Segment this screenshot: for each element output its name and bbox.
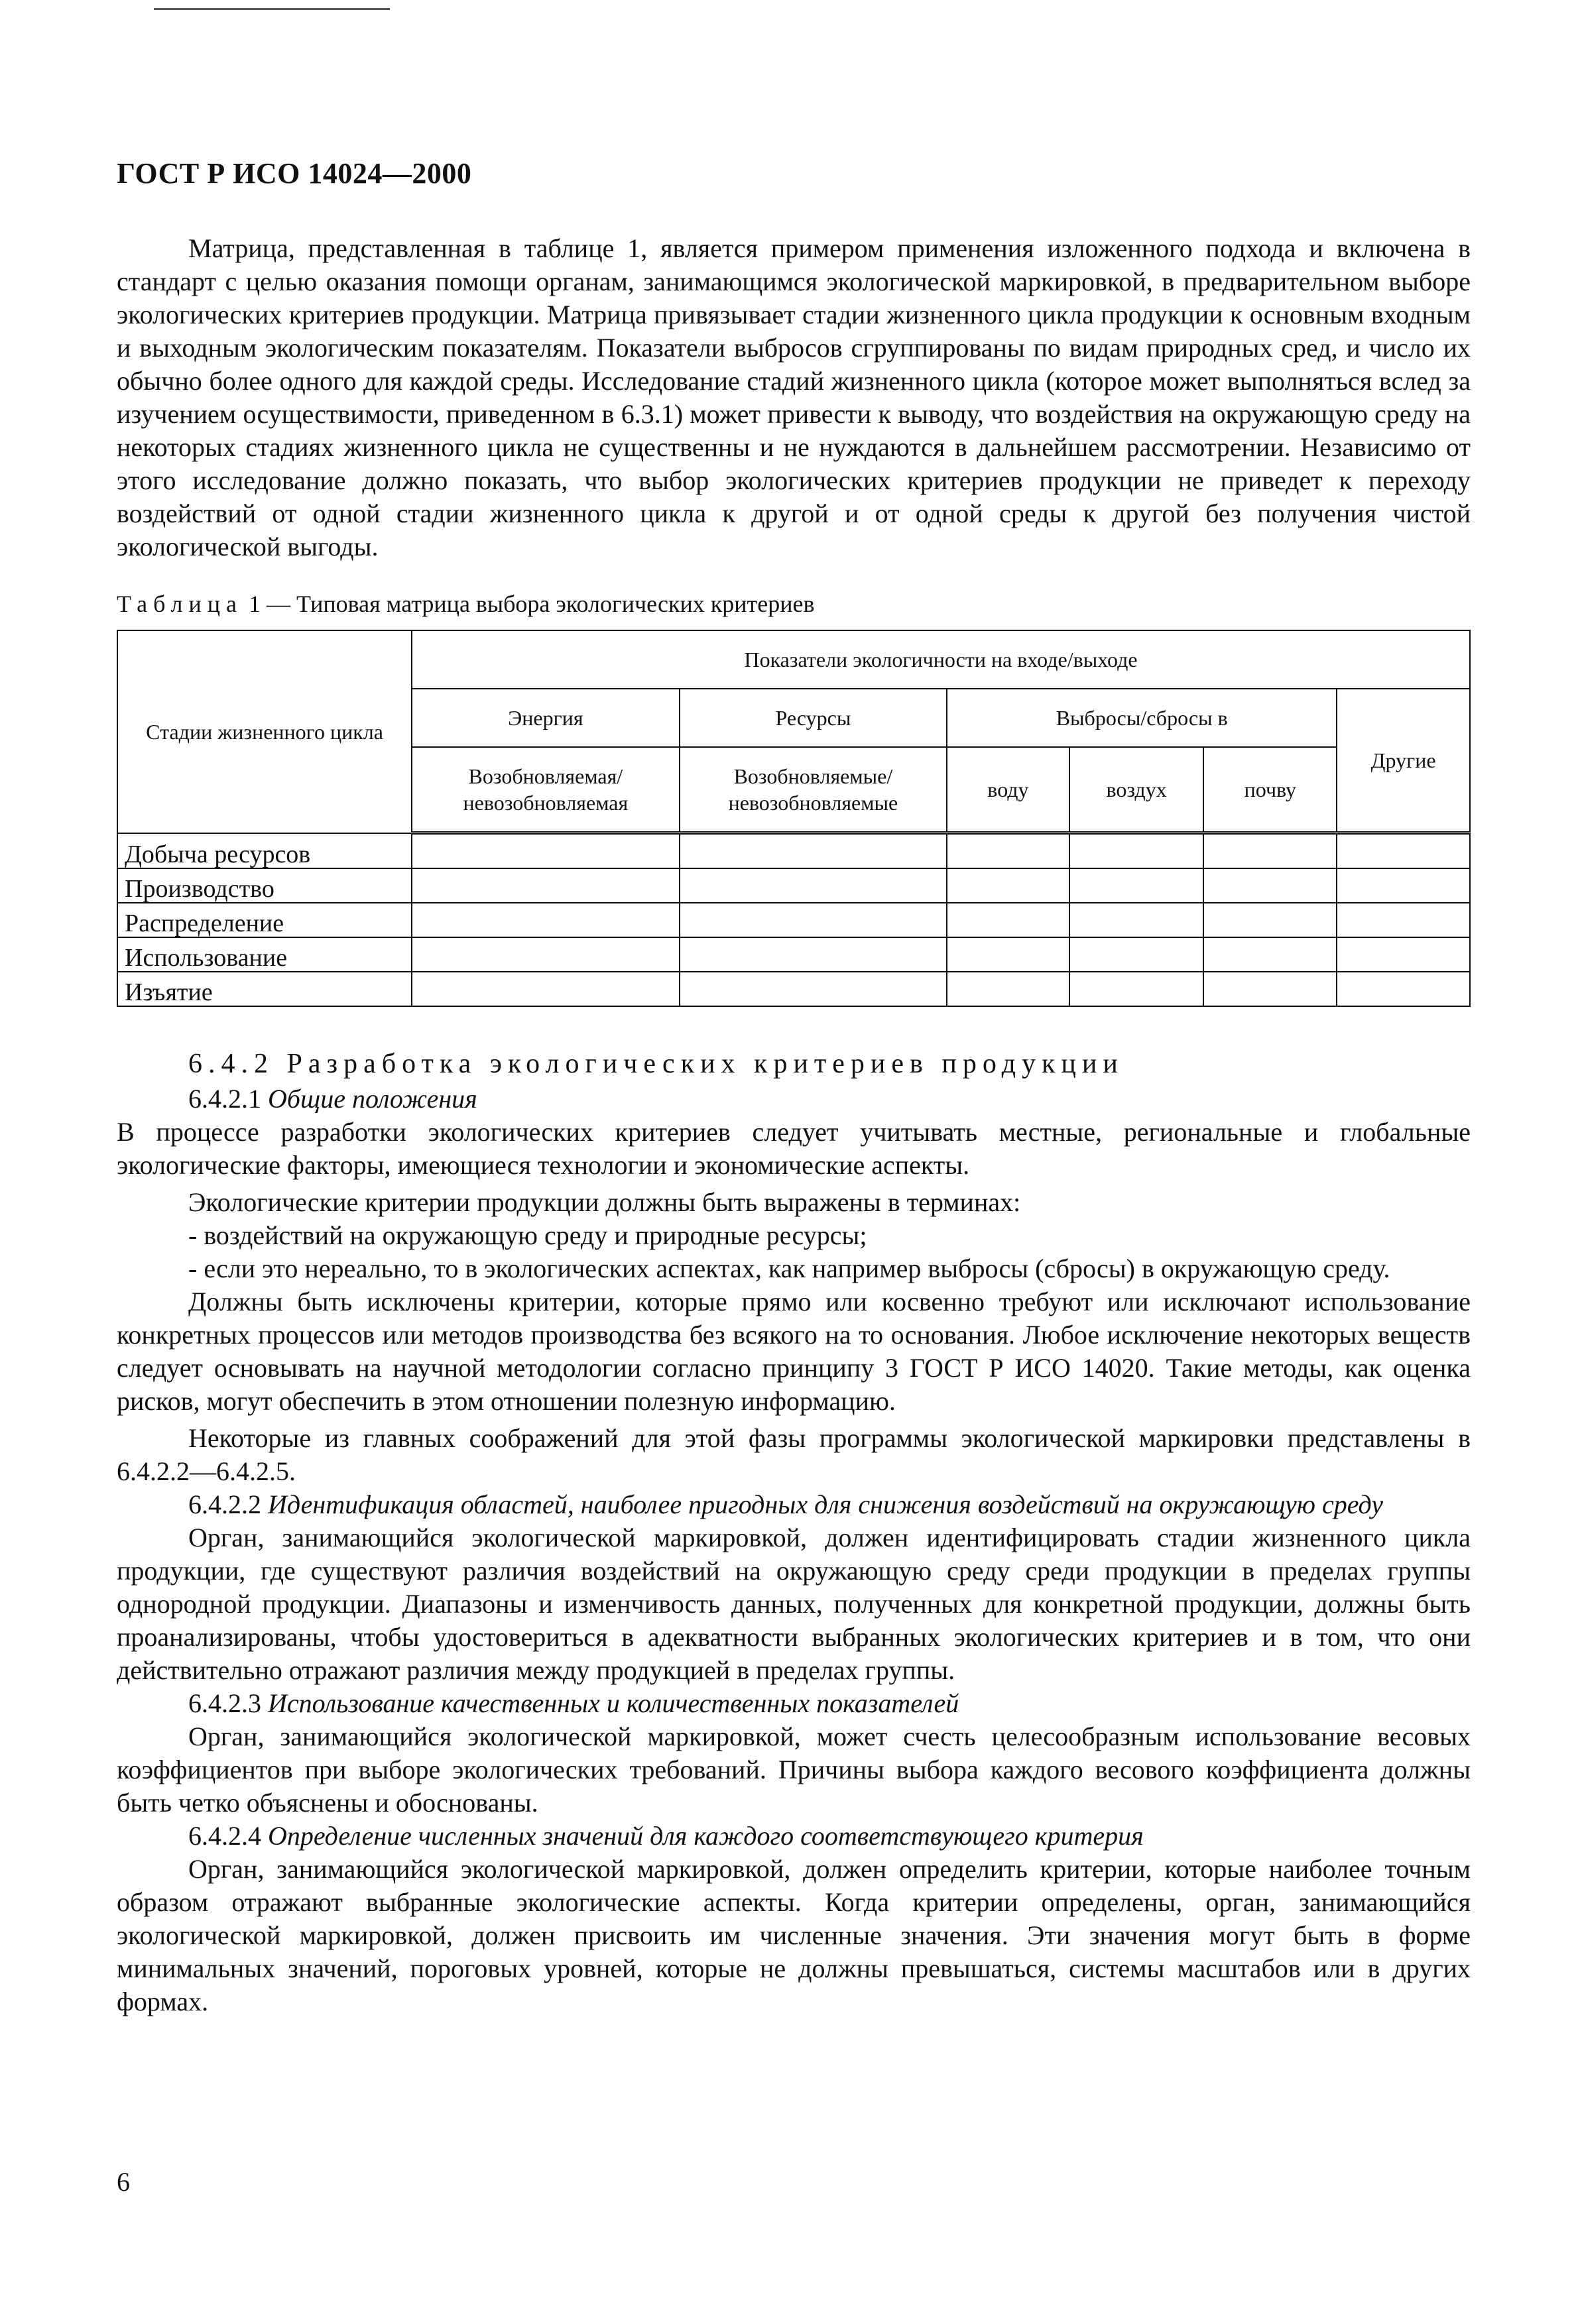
cell	[947, 937, 1069, 972]
paragraph: Орган, занимающийся экологической маркировкой, может счесть целесообразным использование весовых коэффициентов при выборе экологических требований. Причины выбора каждого весового коэффициента должны быть четко объяснены и обоснованы.	[117, 1721, 1471, 1818]
stage-cell: Добыча ресурсов	[117, 833, 412, 869]
subsection-number: 6.4.2.1	[188, 1084, 268, 1114]
cell	[680, 937, 947, 972]
cell	[412, 972, 680, 1006]
table-row	[117, 868, 1470, 903]
paragraph: В процессе разработки экологических критериев следует учитывать местные, региональные и глобальные экологические факторы, имеющиеся технологии и экономические аспекты.	[117, 1117, 1471, 1180]
cell	[680, 903, 947, 937]
paragraph: Экологические критерии продукции должны быть выражены в терминах:	[188, 1187, 1021, 1217]
criteria-matrix-table	[117, 630, 1471, 1007]
cell	[1069, 833, 1204, 869]
energy-header: Энергия	[412, 689, 680, 747]
subsection-title: Использование качественных и количественных показателей	[268, 1688, 959, 1718]
subsection-title: Общие положения	[268, 1084, 477, 1114]
cell	[680, 972, 947, 1006]
list-item: - если это нереально, то в экологических аспектах, как например выбросы (сбросы) в окружающую среду.	[188, 1253, 1390, 1283]
table-caption-label: Таблица	[117, 591, 243, 617]
cell	[1203, 868, 1337, 903]
cell	[947, 833, 1069, 869]
other-header: Другие	[1337, 689, 1470, 833]
page-content	[117, 232, 1471, 2018]
table-caption	[117, 590, 1471, 618]
cell	[1337, 972, 1470, 1006]
cell	[947, 903, 1069, 937]
stage-cell: Использование	[117, 937, 412, 972]
subsection-6-4-2-2	[117, 1488, 1471, 1521]
page-header: ГОСТ Р ИСО 14024—2000	[117, 157, 472, 190]
subsection-6-4-2-4	[117, 1820, 1471, 1853]
stage-cell: Производство	[117, 868, 412, 903]
subsection-number: 6.4.2.4	[188, 1821, 268, 1851]
subsection-title: Идентификация областей, наиболее пригодных для снижения воздействий на окружающую среду	[268, 1489, 1383, 1519]
cell	[412, 868, 680, 903]
cell	[412, 833, 680, 869]
page-number: 6	[117, 2167, 130, 2197]
paragraph: Должны быть исключены критерии, которые прямо или косвенно требуют или исключают использование конкретных процессов или методов производства без всякого на то основания. Любое исключение некоторых веществ следует основывать на научной методологии согласно принципу 3 ГОСТ Р ИСО 14020. Такие методы, как оценка рисков, могут обеспечить в этом отношении полезную информацию.	[117, 1287, 1471, 1416]
cell	[1069, 868, 1204, 903]
soil-header: почву	[1203, 747, 1337, 833]
energy-subheader: Возобновляемая/ невозобновляемая	[412, 747, 680, 833]
paragraph: Орган, занимающийся экологической маркировкой, должен идентифицировать стадии жизненного цикла продукции, где существуют различия воздействий на окружающую среду среди продукции в пределах группы однородной продукции. Диапазоны и изменчивость данных, полученных для конкретной продукции, должны быть проанализированы, чтобы удостовериться в адекватности выбранных экологических критериев и в том, что они действительно отражают различия между продукцией в пределах группы.	[117, 1523, 1471, 1685]
cell	[1203, 903, 1337, 937]
cell	[1203, 833, 1337, 869]
cell	[680, 868, 947, 903]
cell	[680, 833, 947, 869]
stage-header: Стадии жизненного цикла	[117, 630, 412, 833]
paragraph: Орган, занимающийся экологической маркировкой, должен определить критерии, которые наиболее точным образом отражают выбранные экологические аспекты. Когда критерии определены, орган, занимающийся экологической маркировкой, должен присвоить им численные значения. Эти значения могут быть в форме минимальных значений, пороговых уровней, которые не должны превышаться, системы масштабов или в других формах.	[117, 1854, 1471, 2016]
cell	[1069, 903, 1204, 937]
section-heading-6-4-2: 6.4.2 Разработка экологических критериев продукции	[188, 1049, 1124, 1079]
group-header: Показатели экологичности на входе/выходе	[412, 630, 1470, 689]
subsection-number: 6.4.2.2	[188, 1489, 268, 1519]
cell	[1069, 972, 1204, 1006]
emissions-header: Выбросы/сбросы в	[947, 689, 1337, 747]
stage-cell: Распределение	[117, 903, 412, 937]
cell	[412, 937, 680, 972]
cell	[412, 903, 680, 937]
table-row	[117, 937, 1470, 972]
subsection-title: Определение численных значений для каждого соответствующего критерия	[268, 1821, 1144, 1851]
stage-cell: Изъятие	[117, 972, 412, 1006]
subsection-6-4-2-3	[117, 1687, 1471, 1720]
cell	[1069, 937, 1204, 972]
cell	[1203, 937, 1337, 972]
cell	[1337, 903, 1470, 937]
table-row	[117, 833, 1470, 869]
list-item: - воздействий на окружающую среду и природные ресурсы;	[188, 1220, 867, 1250]
subsection-6-4-2-1	[117, 1082, 1471, 1116]
table-row	[117, 972, 1470, 1006]
water-header: воду	[947, 747, 1069, 833]
resources-subheader: Возобновляемые/ невозобновляемые	[680, 747, 947, 833]
table-caption-text: 1 — Типовая матрица выбора экологических критериев	[242, 591, 815, 617]
air-header: воздух	[1069, 747, 1204, 833]
top-rule	[154, 8, 390, 10]
subsection-number: 6.4.2.3	[188, 1688, 268, 1718]
cell	[1337, 937, 1470, 972]
resources-header: Ресурсы	[680, 689, 947, 747]
table-row	[117, 903, 1470, 937]
intro-paragraph: Матрица, представленная в таблице 1, является примером применения изложенного подхода и включена в стандарт с целью оказания помощи органам, занимающимся экологической маркировкой, в предварительном выборе экологических критериев продукции. Матрица привязывает стадии жизненного цикла продукции к основным входным и выходным экологическим показателям. Показатели выбросов сгруппированы по видам природных сред, и число их обычно более одного для каждой среды. Исследование стадий жизненного цикла (которое может выполняться вслед за изучением осуществимости, приведенном в 6.3.1) может привести к выводу, что воздействия на окружающую среду на некоторых стадиях жизненного цикла не существенны и не нуждаются в дальнейшем рассмотрении. Независимо от этого исследование должно показать, что выбор экологических критериев продукции не приведет к переходу воздействий от одной стадии жизненного цикла к другой и от одной среды к другой без получения чистой экологической выгоды.	[117, 233, 1471, 561]
cell	[947, 868, 1069, 903]
cell	[1337, 833, 1470, 869]
paragraph: Некоторые из главных соображений для этой фазы программы экологической маркировки представлены в 6.4.2.2—6.4.2.5.	[117, 1423, 1471, 1486]
cell	[1337, 868, 1470, 903]
cell	[1203, 972, 1337, 1006]
cell	[947, 972, 1069, 1006]
